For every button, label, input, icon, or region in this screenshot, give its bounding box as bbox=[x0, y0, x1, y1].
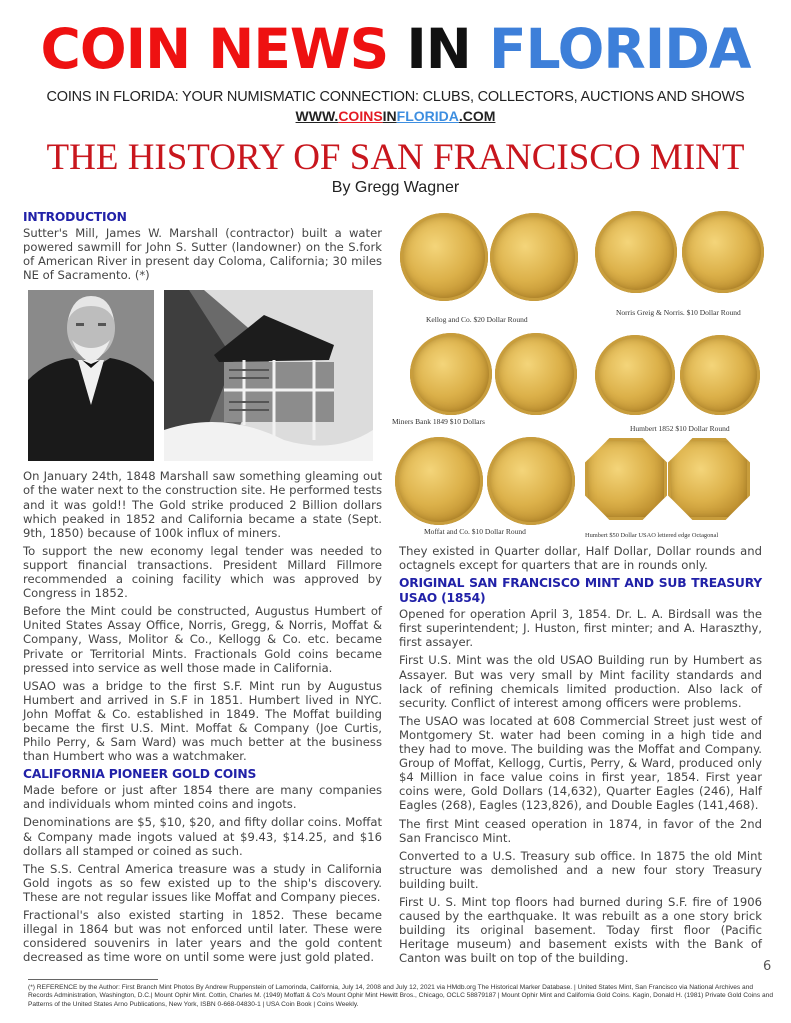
mint-heading: ORIGINAL SAN FRANCISCO MINT AND SUB TREASURY USAO (1854) bbox=[399, 576, 762, 606]
paragraph-pioneer-4: Fractional's also existed starting in 1852. These became illegal in 1864 but was not enforced until later. These were considered souvenirs in later years and the gold content decreased as time wore on until some were just gold plated. bbox=[23, 908, 382, 965]
paragraph-ceased: The first Mint ceased operation in 1874, in favor of the 2nd San Francisco Mint. bbox=[399, 816, 762, 845]
right-column bbox=[399, 544, 762, 969]
paragraph-pioneer-3: The S.S. Central America treasure was a study in California Gold ingots as so few existed up to the ship's discovery. These are not regular issues like Moffat and Company pieces. bbox=[23, 861, 382, 904]
humbert-1852-reverse-image bbox=[680, 335, 760, 415]
mill-illustration-icon bbox=[164, 290, 373, 461]
page-number: 6 bbox=[763, 959, 772, 974]
kellogg-20-reverse-image bbox=[490, 213, 578, 301]
caption-norris: Norris Greig & Norris. $10 Dollar Round bbox=[616, 308, 741, 317]
website-florida: FLORIDA bbox=[396, 108, 459, 124]
website-link[interactable] bbox=[0, 108, 791, 124]
footnote-divider bbox=[28, 979, 158, 980]
website-in: IN bbox=[382, 108, 397, 124]
masthead-florida: FLORIDA bbox=[489, 17, 751, 81]
paragraph-usao-bridge: USAO was a bridge to the first S.F. Mint run by Augustus Humbert and arrived in S.F in 1851. Humbert lived in NYC. John Moffat & Co. established in 1849. The Moffat building became the first U.S. Mint. Moffat & Company (Joe Curtis, Philo Perry, & Sam Ward) was much better at the business than Humbert who was a watchmaker. bbox=[23, 678, 382, 764]
paragraph-fire-1906: First U. S. Mint top floors had burned during S.F. fire of 1906 caused by the earthquake. It was rebuilt as a one story brick building its original basement. Today first floor (Pacific Heritage museum) and basement exists with the Bank of Canton was built on top of the building. bbox=[399, 894, 762, 966]
humbert-50-obverse-image bbox=[585, 438, 667, 520]
moffat-10-reverse-image bbox=[487, 437, 575, 525]
paragraph-legal-tender: To support the new economy legal tender was needed to support financial transactions. President Millard Fillmore recommended a coining facility which was approved by Congress in 1852. bbox=[23, 543, 382, 601]
norris-10-obverse-image bbox=[595, 211, 677, 293]
website-prefix: WWW. bbox=[295, 108, 339, 124]
miners-bank-reverse-image bbox=[495, 333, 577, 415]
paragraph-pioneer-2: Denominations are $5, $10, $20, and fifty dollar coins. Moffat & Company made ingots valued at $9.43, $14.25, and $16 dollars all stamped or coined as such. bbox=[23, 815, 382, 858]
moffat-10-obverse-image bbox=[395, 437, 483, 525]
website-suffix: .COM bbox=[458, 108, 496, 124]
humbert-50-reverse-image bbox=[668, 438, 750, 520]
paragraph-first-mint: First U.S. Mint was the old USAO Building run by Humbert as Assayer. But was very small by Mint facility standards and lack of refining chemicals limited production. Also lack of security. Conflict of interest among officers were problems. bbox=[399, 653, 762, 710]
article-title: THE HISTORY OF SAN FRANCISCO MINT bbox=[46, 137, 745, 178]
paragraph-opened: Opened for operation April 3, 1854. Dr. L. A. Birdsall was the first superintendent; J. Huston, first minter; and A. Haraszthy, first assayer. bbox=[399, 607, 762, 650]
paragraph-gold-discovery: On January 24th, 1848 Marshall saw something gleaming out of the water next to the construction site. He performed tests and it was gold!! The Gold strike produced 2 Billion dollars which peaked in 1852 and California became a state (Sept. 9th, 1850) because of 100k influx of miners. bbox=[23, 469, 382, 540]
byline: By Gregg Wagner bbox=[331, 179, 460, 196]
paragraph-private-mints: Before the Mint could be constructed, Augustus Humbert of United States Assay Office, Norris, Gregg, & Norris, Moffat & Company, Wass, Molitor & Co., Kellogg & Co. etc. became Private or Territorial Mints. Fractionals Gold coins became pressed into service as well those made in California. bbox=[23, 604, 382, 675]
sutters-mill-image bbox=[164, 290, 373, 461]
masthead bbox=[0, 14, 791, 84]
miners-bank-obverse-image bbox=[410, 333, 492, 415]
tagline: COINS IN FLORIDA: YOUR NUMISMATIC CONNECTION: CLUBS, COLLECTORS, AUCTIONS AND SHOWS bbox=[46, 89, 745, 105]
caption-humbert-1852: Humbert 1852 $10 Dollar Round bbox=[630, 424, 730, 433]
humbert-1852-obverse-image bbox=[595, 335, 675, 415]
caption-miners-bank: Miners Bank 1849 $10 Dollars bbox=[392, 417, 485, 426]
paragraph-treasury: Converted to a U.S. Treasury sub office. In 1875 the old Mint structure was demolished and a new four story Treasury building built. bbox=[399, 848, 762, 891]
masthead-coin-news: COIN NEWS bbox=[40, 17, 389, 81]
kellogg-20-obverse-image bbox=[400, 213, 488, 301]
footnote-references: (*) REFERENCE by the Author: First Branch Mint Photos By Andrew Ruppenstein of Lamorinda, California, July 14, 2008 and July 12, 2021 via HMdb.org The Historical Marker Database. | United States Mint, San Francisco via National Archives and Records Administration, Washington, D.C.| Mount Ophir Mint. Cottin, Charles M. (1949) Moffatt & Co's Mount Ophir Mint Hewitt Bros., Chicago, OCLC 58879187 | Mount Ophir Mint and California Gold Coins. Kagin, Donald H. (1981) Private Gold Coins and Patterns of the United States Arno Publications, New York, ISBN 0-668-04830-1 | USA Coin Book | Coins Weekly. bbox=[28, 984, 773, 1008]
portrait-illustration-icon bbox=[28, 290, 154, 461]
paragraph-denominations: They existed in Quarter dollar, Half Dollar, Dollar rounds and octagnels except for quarters that are in rounds only. bbox=[399, 544, 762, 573]
paragraph-pioneer-1: Made before or just after 1854 there are many companies and individuals whom minted coins and ingots. bbox=[23, 783, 382, 812]
pioneer-heading: CALIFORNIA PIONEER GOLD COINS bbox=[23, 767, 257, 782]
norris-10-reverse-image bbox=[682, 211, 764, 293]
caption-humbert-50: Humbert $50 Dollar USAO lettered edge Octagonal bbox=[585, 532, 719, 539]
intro-text: Sutter's Mill, James W. Marshall (contractor) built a water powered sawmill for John S. Sutter (landowner) on the S.fork of American River in present day Coloma, California; 30 miles NE of Sacramento. (*) bbox=[23, 226, 382, 283]
left-column bbox=[23, 210, 382, 968]
paragraph-usao-location: The USAO was located at 608 Commercial Street just west of Montgomery St. water had been coming in a high tide and they had to move. The building was the Moffat and Company. Group of Moffat, Kellogg, Curtis, Perry, & Ward, produced only $4 Million in face value coins in first year, 1854. First year coins were, Gold Dollars (14,632), Quarter Eagles (246), Half Eagles (268), Eagles (123,826), and Double Eagles (141,468). bbox=[399, 713, 762, 813]
marshall-portrait-image bbox=[28, 290, 154, 461]
caption-moffat: Moffat and Co. $10 Dollar Round bbox=[424, 527, 526, 536]
photo-row bbox=[28, 290, 377, 461]
intro-heading: INTRODUCTION bbox=[23, 210, 127, 224]
caption-kellogg: Kellog and Co. $20 Dollar Round bbox=[426, 315, 528, 324]
masthead-in: IN bbox=[406, 17, 471, 81]
website-coins: COINS bbox=[338, 108, 383, 124]
coin-image-grid bbox=[390, 205, 791, 545]
